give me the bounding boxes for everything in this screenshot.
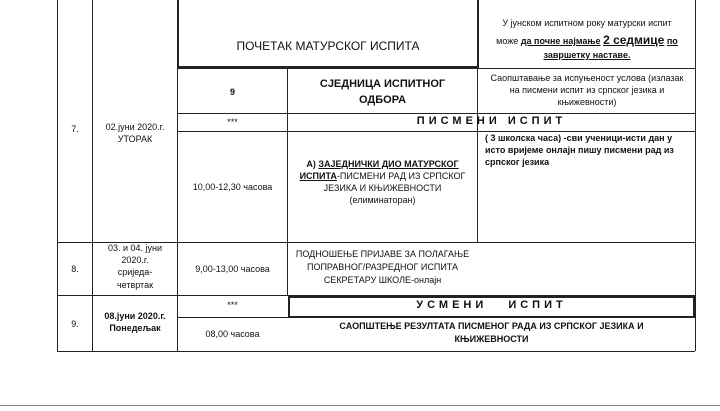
note-may: може — [496, 36, 519, 46]
row-7-date: 02.јуни 2020.г. — [105, 122, 165, 132]
col-divider-4 — [477, 68, 478, 242]
row-9-number: 9. — [71, 319, 79, 329]
page-bottom-line — [0, 405, 720, 406]
session-title-line-1: СЈЕДНИЦА ИСПИТНОГ — [319, 78, 446, 90]
session-note-line-2: на писмени испит из српског језика и — [509, 85, 665, 95]
session-title-line-2: ОДБОРА — [358, 94, 407, 106]
row-7-number: 7. — [71, 124, 79, 134]
written-time: 10,00-12,30 часова — [192, 182, 273, 192]
row-8-date-line-1: 03. и 04. јуни — [107, 243, 163, 253]
col-divider-1 — [92, 0, 93, 351]
table-left-border — [57, 0, 58, 351]
common-part-line-1 — [288, 159, 477, 170]
row-8-desc-line-1: ПОДНОШЕЊЕ ПРИЈАВЕ ЗА ПОЛАГАЊЕ — [295, 249, 470, 259]
exam-start-note-line-1: У јунском испитном року матурски испит — [502, 18, 672, 28]
note-at-least: да почне најмање — [520, 36, 601, 46]
oral-exam-header: УСМЕНИ ИСПИТ — [416, 299, 567, 311]
common-part-line-3: ЈЕЗИКА И КЊИЖЕВНОСТИ — [323, 183, 442, 193]
common-part-exam: ИСПИТА — [299, 171, 337, 181]
online-note-line-3: српског језика — [485, 157, 550, 167]
exam-start-note-line-2 — [479, 33, 695, 48]
row-9-day: Понедељак — [109, 323, 161, 333]
exam-start-title: ПОЧЕТАК МАТУРСКОГ ИСПИТА — [236, 39, 420, 53]
row-9-date: 08.јуни 2020.г. — [104, 311, 166, 321]
row-8-date-line-2: 2020.г. — [121, 255, 149, 265]
online-note-line-2: исто вријеме онлајн пишу писмени рад из — [485, 145, 674, 155]
exam-start-note-line-3: завршетку наставе. — [543, 50, 631, 60]
row-8-time: 9,00-13,00 часова — [195, 264, 270, 274]
session-hour: 9 — [229, 87, 235, 97]
row-line-2 — [177, 113, 695, 114]
row-line-1 — [177, 68, 695, 69]
common-part-subject: -ПИСМЕНИ РАД ИЗ СРПСКОГ — [336, 171, 466, 181]
exam-start-box — [177, 0, 479, 68]
table-bottom-border — [57, 351, 695, 352]
oral-stars: *** — [227, 300, 238, 310]
row-8-desc-line-2: ПОПРАВНОГ/РАЗРЕДНОГ ИСПИТА — [306, 262, 459, 272]
results-line-1: САОПШТЕЊЕ РЕЗУЛТАТА ПИСМЕНОГ РАДА ИЗ СРПСКОГ ЈЕЗИКА И — [339, 321, 644, 331]
written-exam-header: ПИСМЕНИ ИСПИТ — [416, 115, 567, 127]
row-8-number: 8. — [71, 264, 79, 274]
note-after: по — [666, 36, 678, 46]
common-part-line-4: (елиминаторан) — [349, 195, 416, 205]
row-8-desc-line-3: СЕКРЕТАРУ ШКОЛЕ-онлајн — [323, 275, 442, 285]
common-part-letter: А) — [306, 159, 316, 169]
row-7-day: УТОРАК — [117, 134, 153, 144]
table-right-border — [695, 0, 696, 351]
row-line-3 — [177, 131, 695, 132]
note-two-weeks: 2 седмице — [603, 33, 665, 47]
row-8-date-line-3: сриједа- — [117, 267, 153, 277]
row-8-date-line-4: четвртак — [116, 280, 154, 290]
session-note-line-3: књижевности) — [557, 97, 617, 107]
session-note-line-1: Саопштавање за испуњеност услова (излазак — [490, 73, 684, 83]
common-part-title: ЗАЈЕДНИЧКИ ДИО МАТУРСКОГ — [318, 159, 459, 169]
written-stars: *** — [227, 117, 238, 127]
common-part-line-2 — [288, 171, 477, 182]
online-note-line-1: ( 3 школска часа) -сви ученици-исти дан у — [485, 133, 673, 143]
row-9-time: 08,00 часова — [205, 329, 260, 339]
results-line-2: КЊИЖЕВНОСТИ — [454, 334, 529, 344]
